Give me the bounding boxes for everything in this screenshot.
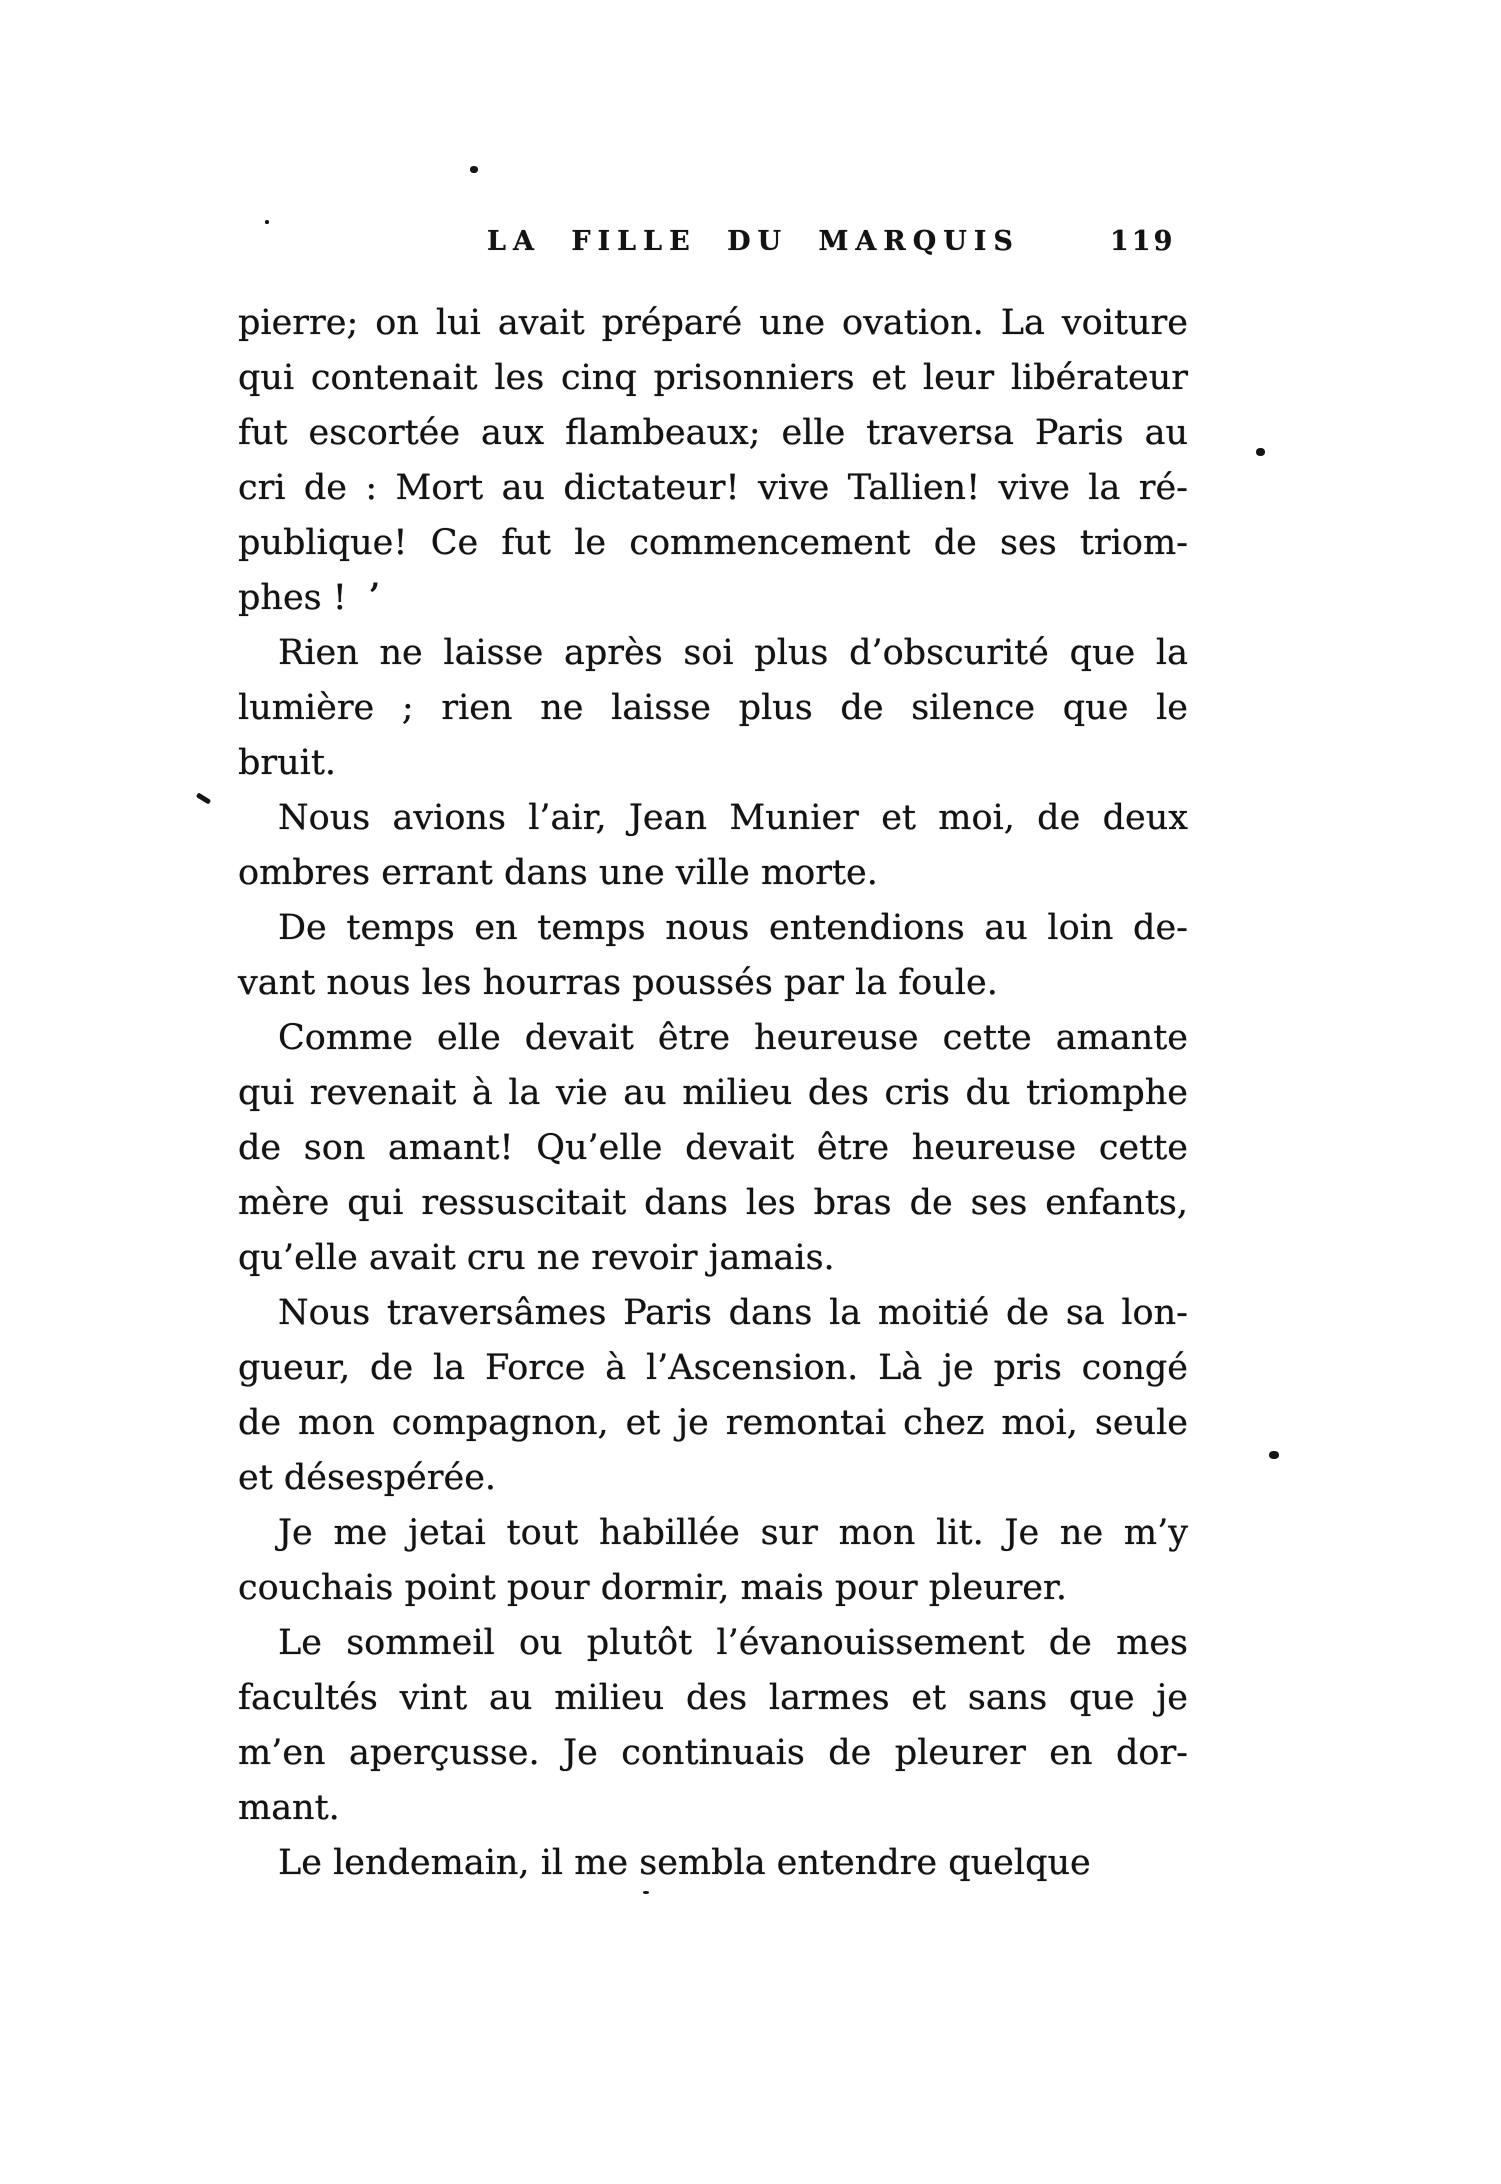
text-line: cri de : Mort au dictateur! vive Tallien! vive la ré- xyxy=(238,468,1188,508)
stray-comma-mark: , xyxy=(370,560,381,595)
text-line: m’en aperçusse. Je continuais de pleurer en dor- xyxy=(238,1733,1188,1773)
text-line: bruit. xyxy=(238,743,337,783)
text-line: De temps en temps nous entendions au loin de- xyxy=(278,908,1188,948)
text-line: lumière ; rien ne laisse plus de silence que le xyxy=(238,688,1188,728)
text-line: ombres errant dans une ville morte. xyxy=(238,853,878,893)
text-line: Comme elle devait être heureuse cette amante xyxy=(278,1018,1188,1058)
ink-speck xyxy=(1256,448,1265,456)
text-line: vant nous les hourras poussés par la foule. xyxy=(238,963,998,1003)
ink-speck xyxy=(643,1891,649,1894)
ink-speck xyxy=(470,166,478,173)
text-line: mère qui ressuscitait dans les bras de ses enfants, xyxy=(238,1183,1188,1223)
text-line: Nous traversâmes Paris dans la moitié de sa lon- xyxy=(278,1293,1188,1333)
page-number: 119 xyxy=(1110,226,1176,257)
text-line: couchais point pour dormir, mais pour pleurer. xyxy=(238,1568,1068,1608)
text-line: qu’elle avait cru ne revoir jamais. xyxy=(238,1238,835,1278)
text-line: phes ! xyxy=(238,578,347,618)
text-line: Nous avions l’air, Jean Munier et moi, de deux xyxy=(278,798,1188,838)
text-line: qui revenait à la vie au milieu des cris du triomphe xyxy=(238,1073,1188,1113)
text-line: publique! Ce fut le commencement de ses triom- xyxy=(238,523,1188,563)
text-line: de son amant! Qu’elle devait être heureuse cette xyxy=(238,1128,1188,1168)
text-line: et désespérée. xyxy=(238,1458,497,1498)
text-line: Je me jetai tout habillée sur mon lit. Je ne m’y xyxy=(278,1513,1188,1553)
text-line: mant. xyxy=(238,1788,340,1828)
text-line: gueur, de la Force à l’Ascension. Là je pris congé xyxy=(238,1348,1188,1388)
text-line: facultés vint au milieu des larmes et sans que je xyxy=(238,1678,1188,1718)
text-line: Le lendemain, il me sembla entendre quelque xyxy=(278,1843,1091,1883)
running-title: LA FILLE DU MARQUIS xyxy=(487,226,1020,257)
text-line: Rien ne laisse après soi plus d’obscurité que la xyxy=(278,633,1188,673)
page-text xyxy=(238,296,1188,1891)
text-line: de mon compagnon, et je remontai chez moi, seule xyxy=(238,1403,1188,1443)
ink-speck xyxy=(1269,1451,1279,1459)
ink-speck xyxy=(265,220,269,224)
ink-speck xyxy=(196,792,211,804)
text-line: Le sommeil ou plutôt l’évanouissement de mes xyxy=(278,1623,1188,1663)
text-line: fut escortée aux flambeaux; elle traversa Paris au xyxy=(238,413,1188,453)
text-line: qui contenait les cinq prisonniers et leur libérateur xyxy=(238,358,1188,398)
text-line: pierre; on lui avait préparé une ovation. La voiture xyxy=(238,303,1188,343)
